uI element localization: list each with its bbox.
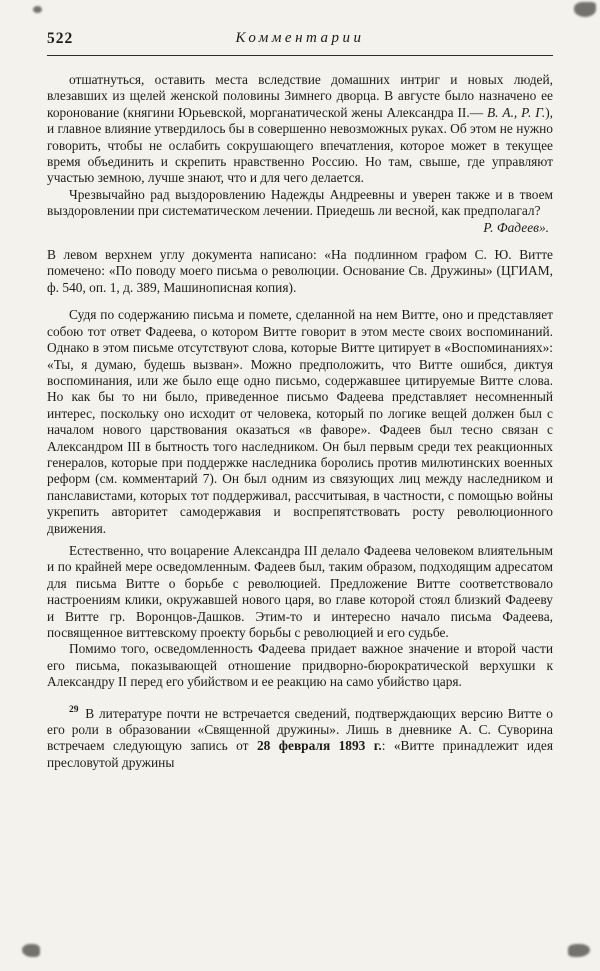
letter-p1-pre: отшатнуться, оставить места вследствие домашних интриг и новых людей, влезавших из щелей женской половины Зимнего дворца. В августе было назначено ее коронование (княгини Юрьевской, морганатической жены Александра II.— xyxy=(47,72,553,120)
editor-initials-italic: В. А., Р. Г. xyxy=(487,104,546,120)
commentary-paragraph-1: Судя по содержанию письма и помете, сделанной на нем Витте, оно и представляет собою тот ответ Фадеева, о котором Витте говорит в этом месте своих воспоминаний. Однако в этом письме отсутствуют слова, которые Витте цитирует в «Воспоминаниях»: «Ты, я думаю, будешь вызван». Можно предположить, что Витте ошибся, диктуя воспоминания, или же было еще одно письмо, содержавшее цитируемые Витте слова. Но как бы то ни было, приведенное письмо Фадеева представляет несомненный интерес, поскольку оно исходит от человека, который по логике вещей должен был с началом нового царствования оказаться «в фаворе». Фадеев был тесно связан с Александром III в бытность того наследником. Он был первым среди тех реакционных генералов, которые при поддержке наследника боролись против милютинских военных реформ (см. комментарий 7). Он был одним из связующих лиц между наследником и панславистами, которых тот поддерживал, рассчитывая, в частности, с помощью войны укрепить авторитет самодержавия и воспрепятствовать росту революционного движения. xyxy=(47,307,553,536)
footnote-paragraph xyxy=(47,706,553,772)
scan-artifact-bottom-left xyxy=(22,944,40,957)
running-title: Комментарии xyxy=(235,30,365,46)
footnote-date: 28 февраля 1893 г. xyxy=(256,738,382,754)
commentary-paragraph-3: Помимо того, осведомленность Фадеева придает важное значение и второй части его письма, показывающей отношение придворно-бюрократической верхушки к Александру II перед его убийством и ее реакцию на само убийство царя. xyxy=(47,641,553,690)
header-rule xyxy=(47,55,553,56)
scan-artifact-bottom-right xyxy=(568,944,590,957)
scan-artifact-top-left xyxy=(33,6,42,13)
letter-paragraph-1 xyxy=(47,72,553,187)
page-header xyxy=(47,30,553,52)
scan-artifact-top-right xyxy=(574,2,596,17)
letter-p1-post: ), и главное влияние утвердилось бы в совершенно невозможных руках. Об этом не нужно говорить, чтобы не ослабить сокрушающего впечатления, которое может в текущее время объединить и скрепить нравственно Россию. Но там, свыше, где управляют участью земною, лучше знают, что и для чего делается. xyxy=(47,104,553,186)
letter-paragraph-2: Чрезвычайно рад выздоровлению Надежды Андреевны и уверен также и в твоем выздоровлении при систематическом лечении. Приедешь ли весной, как предполагал? xyxy=(47,186,553,219)
footnote-marker: 29 xyxy=(69,705,79,716)
footnote-text-pre: В литературе почти не встречается сведений, подтверждающих версию Витте о его роли в образовании «Священной дружины». Лишь в дневнике А. С. Суворина встречаем следующую запись от xyxy=(47,705,553,754)
footnote-text-post: : «Витте принадлежит идея пресловутой дружины xyxy=(47,738,553,770)
letter-signature: Р. Фадеев». xyxy=(483,219,549,235)
commentary-note-paragraph: В левом верхнем углу документа написано: «На подлинном графом С. Ю. Витте помечено: «По поводу моего письма о революции. Основание Св. Дружины» (ЦГИАМ, ф. 540, оп. 1, д. 389, Машинописная копия). xyxy=(47,247,553,295)
commentary-paragraph-2: Естественно, что воцарение Александра III делало Фадеева человеком влиятельным и по крайней мере осведомленным. Фадеев был, таким образом, подходящим адресатом для письма Витте о борьбе с революцией. Предложение Витте соответствовало настроениям клики, окружавшей нового царя, во главе которой стоял близкий Фадееву и Витте гр. Воронцов-Дашков. Этим-то и интересно начало письма Фадеева, посвященное виттевскому проекту борьбы с революцией и его судьбе. xyxy=(47,542,553,640)
page-number: 522 xyxy=(47,30,74,47)
text-block xyxy=(47,72,553,771)
